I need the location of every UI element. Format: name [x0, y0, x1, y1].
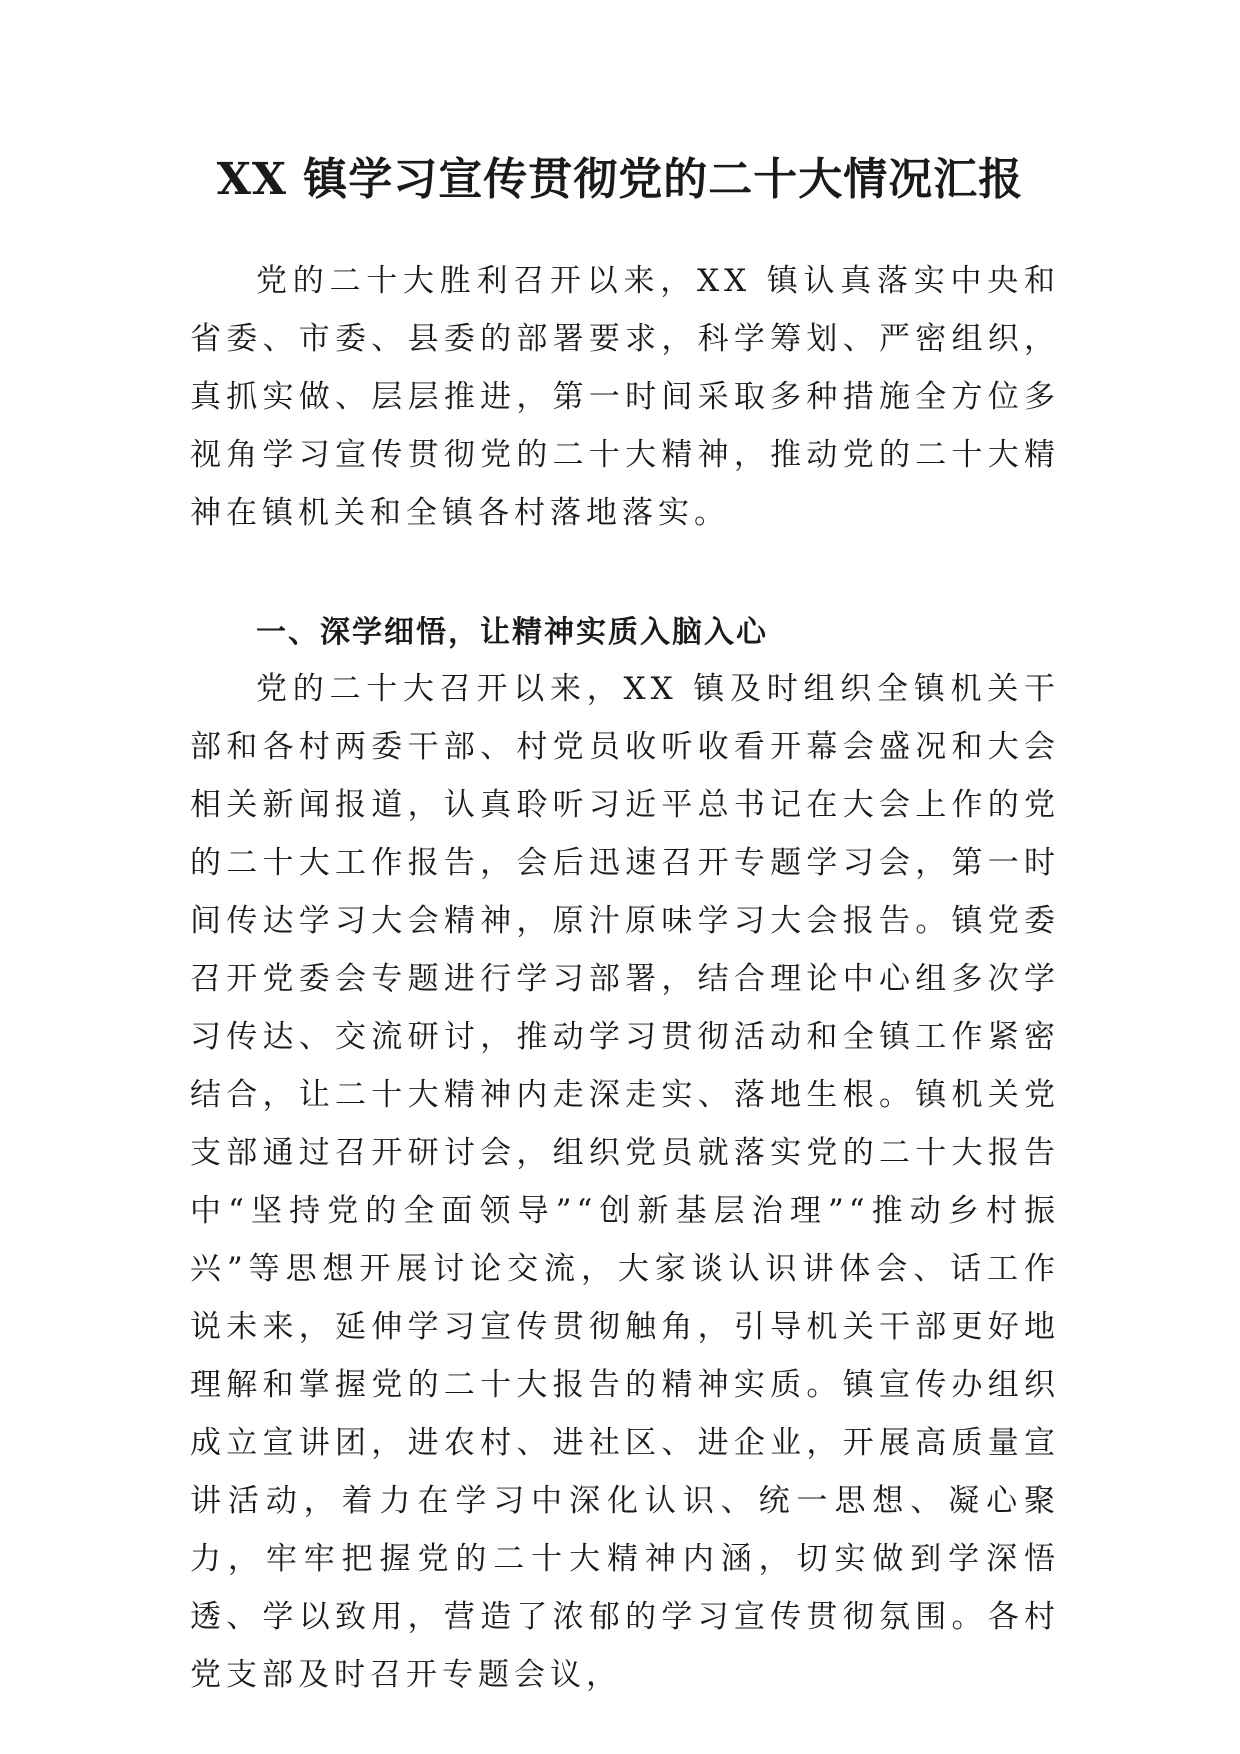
document-title: XX 镇学习宣传贯彻党的二十大情况汇报: [216, 154, 1024, 205]
section-paragraph: 党的二十大召开以来，XX 镇及时组织全镇机关干部和各村两委干部、村党员收听收看开幕会盛况和大会相关新闻报道，认真聆听习近平总书记在大会上作的党的二十大工作报告，会后迅速召开专题学习会，第一时间传达学习大会精神，原汁原味学习大会报告。镇党委召开党委会专题进行学习部署，结合理论中心组多次学习传达、交流研讨，推动学习贯彻活动和全镇工作紧密结合，让二十大精神内走深走实、落地生根。镇机关党支部通过召开研讨会，组织党员就落实党的二十大报告中“坚持党的全面领导”“创新基层治理”“推动乡村振兴”等思想开展讨论交流，大家谈认识讲体会、话工作说未来，延伸学习宣传贯彻触角，引导机关干部更好地理解和掌握党的二十大报告的精神实质。镇宣传办组织成立宣讲团，进农村、进社区、进企业，开展高质量宣讲活动，着力在学习中深化认识、统一思想、凝心聚力，牢牢把握党的二十大精神内涵，切实做到学深悟透、学以致用，营造了浓郁的学习宣传贯彻氛围。各村党支部及时召开专题会议，: [190, 671, 1060, 1693]
intro-paragraph: 党的二十大胜利召开以来，XX 镇认真落实中央和省委、市委、县委的部署要求，科学筹划、严密组织，真抓实做、层层推进，第一时间采取多种措施全方位多视角学习宣传贯彻党的二十大精神，推动党的二十大精神在镇机关和全镇各村落地落实。: [190, 263, 1060, 531]
section-heading: 一、深学细悟，让精神实质入脑入心: [256, 615, 768, 650]
